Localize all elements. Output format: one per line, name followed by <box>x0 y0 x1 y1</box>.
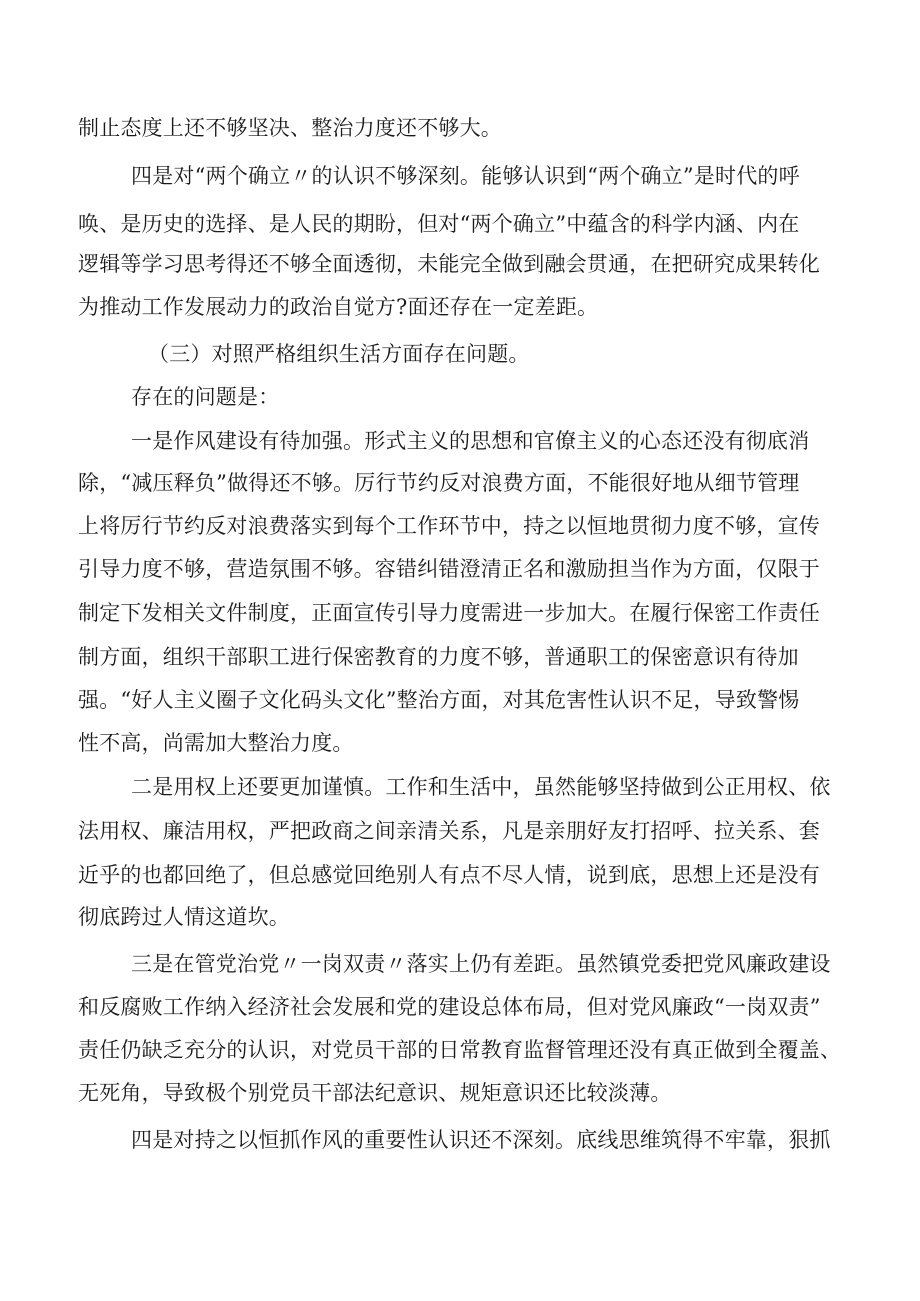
text-line: 和反腐败工作纳入经济社会发展和党的建设总体布局，但对党风廉政“一岗双责” <box>78 995 821 1019</box>
text-line: 四是对“两个确立〃的认识不够深刻。能够认识到“两个确立”是时代的呼 <box>131 164 800 188</box>
text-line: 强。“好人主义圈子文化码头文化”整治方面，对其危害性认识不足，导致警惕 <box>78 688 800 712</box>
text-line: 二是用权上还要更加谨慎。工作和生活中，虽然能够坚持做到公正用权、依 <box>131 775 831 799</box>
text-line: 制止态度上还不够坚决、整治力度还不够大。 <box>78 116 502 140</box>
text-line: 逻辑等学习思考得还不够全面透彻，未能完全做到融会贯通，在把研究成果转化 <box>78 252 820 276</box>
text-line: 性不高，尚需加大整治力度。 <box>78 731 354 755</box>
text-line: 制方面，组织干部职工进行保密教育的力度不够，普通职工的保密意识有待加 <box>78 645 799 669</box>
text-line: 制定下发相关文件制度，正面宣传引导力度需进一步加大。在履行保密工作责任 <box>78 601 820 625</box>
text-line: 四是对持之以恒抓作风的重要性认识还不深刻。底线思维筑得不牢靠，狠抓 <box>131 1128 831 1152</box>
section-heading: （三）对照严格组织生活方面存在问题。 <box>148 342 530 366</box>
text-line: 无死角，导致极个别党员干部法纪意识、规矩意识还比较淡薄。 <box>78 1081 672 1105</box>
text-line: 责任仍缺乏充分的认识，对党员干部的日常教育监督管理还没有真正做到全覆盖、 <box>78 1038 842 1062</box>
text-line: 唤、是历史的选择、是人民的期盼，但对“两个确立”中蕴含的科学内涵、内在 <box>78 212 800 236</box>
text-line: 近乎的也都回绝了，但总感觉回绝别人有点不尽人情，说到底，思想上还是没有 <box>78 863 820 887</box>
text-line: 除，“减压释负”做得还不够。厉行节约反对浪费方面，不能很好地从细节管理 <box>78 471 800 495</box>
text-line: 上将厉行节约反对浪费落实到每个工作环节中，持之以恒地贯彻力度不够，宣传 <box>78 514 820 538</box>
text-line: 彻底跨过人情这道坎。 <box>78 905 290 929</box>
text-line: 一是作风建设有待加强。形式主义的思想和官僚主义的心态还没有彻底消 <box>131 429 810 453</box>
text-line: 三是在管党治党〃一岗双责〃落实上仍有差距。虽然镇党委把党风廉政建设 <box>131 952 831 976</box>
text-line: 存在的问题是： <box>131 385 280 409</box>
text-line: 法用权、廉洁用权，严把政商之间亲清关系，凡是亲朋好友打招呼、拉关系、套 <box>78 819 820 843</box>
text-line: 引导力度不够，营造氛围不够。容错纠错澄清正名和激励担当作为方面，仅限于 <box>78 557 820 581</box>
text-line: 为推动工作发展动力的政治自觉方?面还存在一定差距。 <box>78 295 599 319</box>
